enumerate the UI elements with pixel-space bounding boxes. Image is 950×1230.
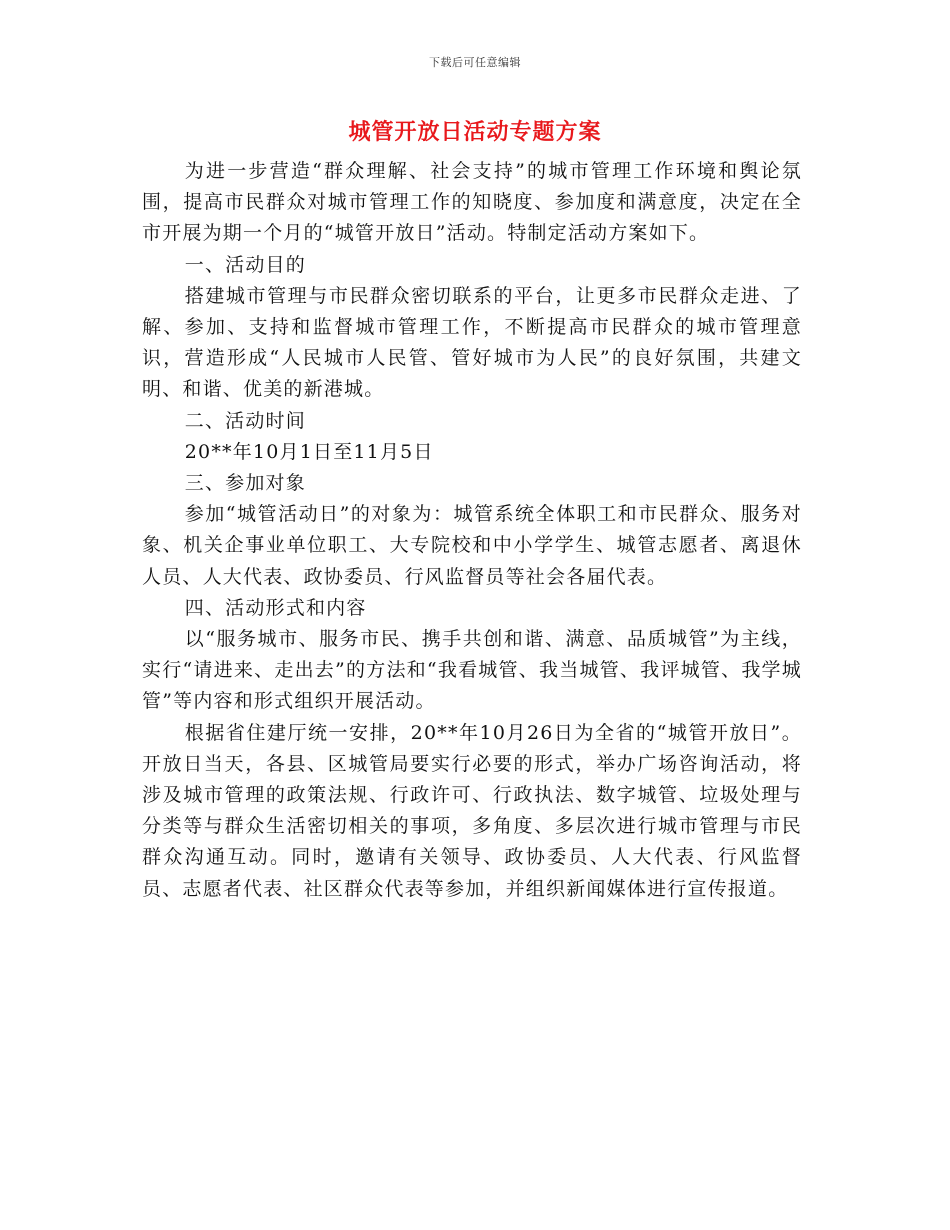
section-heading-purpose: 一、活动目的 (184, 253, 306, 276)
purpose-paragraph: 搭建城市管理与市民群众密切联系的平台，让更多市民群众走进、了解、参加、支持和监督城市管理工作，不断提高市民群众的城市管理意识，营造形成“人民城市人民管、管好城市为人民”的良好氛围，共建文明、和谐、优美的新港城。 (142, 284, 802, 401)
document-body (142, 156, 802, 905)
format-paragraph: 以“服务城市、服务市民、携手共创和谐、满意、品质城管”为主线，实行“请进来、走出去”的方法和“我看城管、我当城管、我评城管、我学城管”等内容和形式组织开展活动。 (142, 628, 802, 713)
time-paragraph: 20**年10月1日至11月5日 (184, 440, 434, 463)
intro-paragraph: 为进一步营造“群众理解、社会支持”的城市管理工作环境和舆论氛围，提高市民群众对城市管理工作的知晓度、参加度和满意度，决定在全市开展为期一个月的“城管开放日”活动。特制定活动方案如下。 (142, 160, 802, 245)
participants-paragraph: 参加“城管活动日”的对象为：城管系统全体职工和市民群众、服务对象、机关企事业单位职工、大专院校和中小学学生、城管志愿者、离退休人员、人大代表、政协委员、行风监督员等社会各届代表。 (142, 503, 802, 588)
schedule-paragraph: 根据省住建厅统一安排，20**年10月26日为全省的“城管开放日”。开放日当天，各县、区城管局要实行必要的形式，举办广场咨询活动，将涉及城市管理的政策法规、行政许可、行政执法、数字城管、垃圾处理与分类等与群众生活密切相关的事项，多角度、多层次进行城市管理与市民群众沟通互动。同时，邀请有关领导、政协委员、人大代表、行风监督员、志愿者代表、社区群众代表等参加，并组织新闻媒体进行宣传报道。 (142, 721, 802, 900)
section-heading-time: 二、活动时间 (184, 409, 306, 432)
header-note: 下载后可任意编辑 (429, 56, 521, 69)
section-heading-format: 四、活动形式和内容 (184, 596, 367, 619)
section-heading-participants: 三、参加对象 (184, 472, 306, 495)
document-title: 城管开放日活动专题方案 (348, 119, 602, 145)
